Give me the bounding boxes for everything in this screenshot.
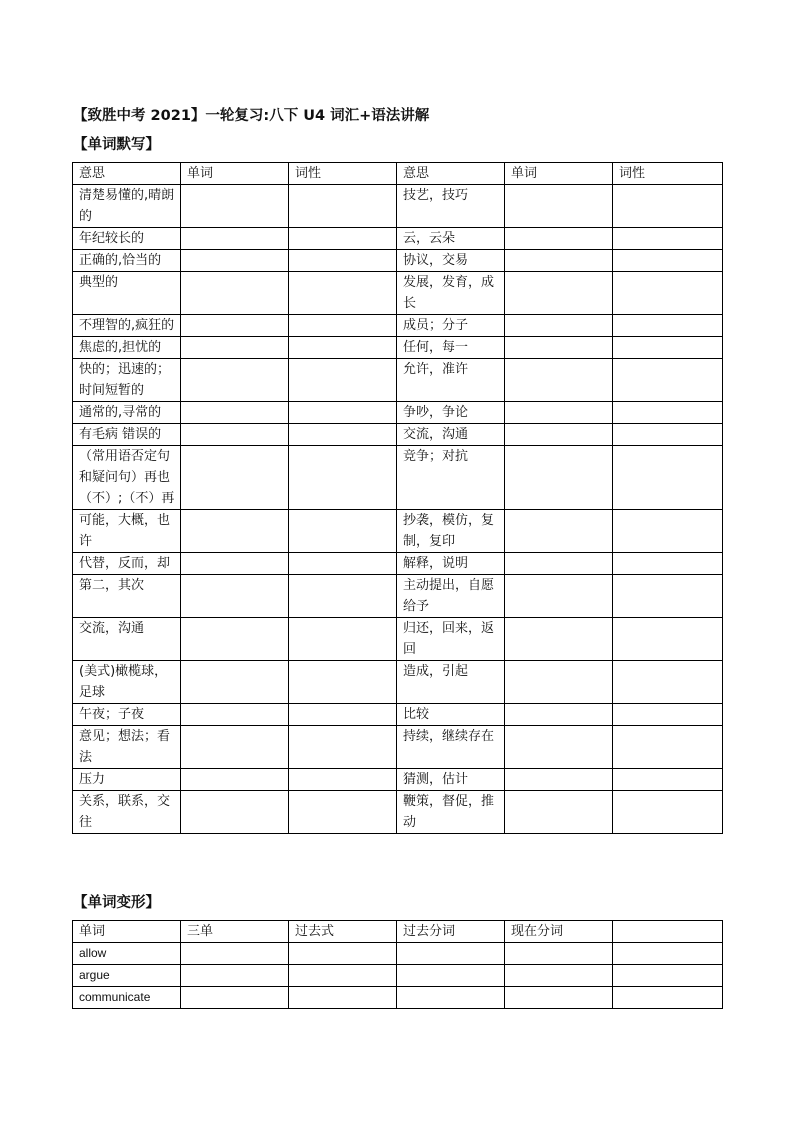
column-header: 意思 [73, 163, 181, 185]
answer-cell[interactable] [181, 250, 289, 272]
meaning-cell: 技艺，技巧 [397, 185, 505, 228]
meaning-cell: 协议，交易 [397, 250, 505, 272]
answer-cell[interactable] [397, 987, 505, 1009]
table-row [73, 661, 723, 704]
table-row [73, 618, 723, 661]
table-row [73, 726, 723, 769]
answer-cell[interactable] [613, 510, 723, 553]
table-row [73, 359, 723, 402]
table-row [73, 553, 723, 575]
meaning-cell: 允许，准许 [397, 359, 505, 402]
meaning-cell: 清楚易懂的,晴朗的 [73, 185, 181, 228]
answer-cell[interactable] [289, 402, 397, 424]
meaning-cell: 压力 [73, 769, 181, 791]
answer-cell[interactable] [505, 272, 613, 315]
meaning-cell: 关系，联系，交往 [73, 791, 181, 834]
answer-cell[interactable] [505, 250, 613, 272]
answer-cell[interactable] [613, 315, 723, 337]
answer-cell[interactable] [505, 446, 613, 510]
answer-cell[interactable] [613, 424, 723, 446]
answer-cell[interactable] [181, 553, 289, 575]
meaning-cell: 归还，回来，返回 [397, 618, 505, 661]
answer-cell[interactable] [289, 185, 397, 228]
meaning-cell: 成员；分子 [397, 315, 505, 337]
answer-cell[interactable] [613, 359, 723, 402]
table-row [73, 272, 723, 315]
meaning-cell: 意见；想法；看法 [73, 726, 181, 769]
answer-cell[interactable] [289, 228, 397, 250]
answer-cell[interactable] [181, 943, 289, 965]
table-row [73, 704, 723, 726]
answer-cell[interactable] [289, 575, 397, 618]
answer-cell[interactable] [505, 359, 613, 402]
table-row [73, 337, 723, 359]
table-row [73, 402, 723, 424]
answer-cell[interactable] [289, 315, 397, 337]
meaning-cell: 焦虑的,担忧的 [73, 337, 181, 359]
answer-cell[interactable] [289, 791, 397, 834]
answer-cell[interactable] [613, 337, 723, 359]
answer-cell[interactable] [505, 704, 613, 726]
answer-cell[interactable] [505, 769, 613, 791]
answer-cell[interactable] [289, 965, 397, 987]
answer-cell[interactable] [505, 510, 613, 553]
answer-cell[interactable] [505, 228, 613, 250]
answer-cell[interactable] [289, 510, 397, 553]
answer-cell[interactable] [613, 791, 723, 834]
base-word-cell: argue [73, 965, 181, 987]
answer-cell[interactable] [181, 337, 289, 359]
answer-cell[interactable] [505, 943, 613, 965]
column-header: 单词 [505, 163, 613, 185]
word-forms-table [72, 920, 723, 1009]
answer-cell[interactable] [505, 791, 613, 834]
answer-cell[interactable] [613, 402, 723, 424]
column-header: 过去式 [289, 921, 397, 943]
meaning-cell: 午夜；子夜 [73, 704, 181, 726]
answer-cell[interactable] [289, 726, 397, 769]
table-header-row [73, 163, 723, 185]
meaning-cell: 任何，每一 [397, 337, 505, 359]
answer-cell[interactable] [505, 402, 613, 424]
answer-cell[interactable] [613, 250, 723, 272]
meaning-cell: 典型的 [73, 272, 181, 315]
answer-cell[interactable] [181, 965, 289, 987]
meaning-cell: 造成，引起 [397, 661, 505, 704]
column-header: 三单 [181, 921, 289, 943]
answer-cell[interactable] [181, 661, 289, 704]
answer-cell[interactable] [181, 618, 289, 661]
table-row [73, 769, 723, 791]
answer-cell[interactable] [613, 661, 723, 704]
meaning-cell: 持续，继续存在 [397, 726, 505, 769]
answer-cell[interactable] [505, 575, 613, 618]
meaning-cell: 交流，沟通 [397, 424, 505, 446]
meaning-cell: 交流，沟通 [73, 618, 181, 661]
answer-cell[interactable] [289, 618, 397, 661]
column-header: 过去分词 [397, 921, 505, 943]
answer-cell[interactable] [181, 704, 289, 726]
answer-cell[interactable] [397, 965, 505, 987]
answer-cell[interactable] [181, 446, 289, 510]
table-row [73, 315, 723, 337]
answer-cell[interactable] [289, 661, 397, 704]
answer-cell[interactable] [289, 769, 397, 791]
answer-cell[interactable] [289, 359, 397, 402]
answer-cell[interactable] [181, 402, 289, 424]
table-row [73, 575, 723, 618]
section-heading-dictation: 【单词默写】 [73, 137, 160, 153]
vocab-dictation-table [72, 162, 723, 834]
column-header: 词性 [289, 163, 397, 185]
answer-cell[interactable] [505, 424, 613, 446]
meaning-cell: 通常的,寻常的 [73, 402, 181, 424]
answer-cell[interactable] [289, 337, 397, 359]
meaning-cell: 抄袭，模仿，复制，复印 [397, 510, 505, 553]
answer-cell[interactable] [289, 943, 397, 965]
table-row [73, 510, 723, 553]
answer-cell[interactable] [289, 987, 397, 1009]
answer-cell[interactable] [613, 987, 723, 1009]
answer-cell[interactable] [181, 726, 289, 769]
answer-cell[interactable] [505, 726, 613, 769]
answer-cell[interactable] [613, 228, 723, 250]
answer-cell[interactable] [505, 553, 613, 575]
answer-cell[interactable] [505, 661, 613, 704]
column-header: 词性 [613, 163, 723, 185]
meaning-cell: 猜测，估计 [397, 769, 505, 791]
answer-cell[interactable] [289, 424, 397, 446]
answer-cell[interactable] [505, 315, 613, 337]
answer-cell[interactable] [613, 704, 723, 726]
meaning-cell: 第二，其次 [73, 575, 181, 618]
meaning-cell: 竞争；对抗 [397, 446, 505, 510]
answer-cell[interactable] [181, 791, 289, 834]
answer-cell[interactable] [289, 704, 397, 726]
column-header: 意思 [397, 163, 505, 185]
answer-cell[interactable] [181, 185, 289, 228]
answer-cell[interactable] [613, 943, 723, 965]
meaning-cell: 代替，反而，却 [73, 553, 181, 575]
meaning-cell: 主动提出，自愿给予 [397, 575, 505, 618]
answer-cell[interactable] [181, 272, 289, 315]
column-header [613, 921, 723, 943]
table-row [73, 228, 723, 250]
meaning-cell: 解释，说明 [397, 553, 505, 575]
column-header: 单词 [73, 921, 181, 943]
table-row [73, 791, 723, 834]
base-word-cell: allow [73, 943, 181, 965]
table-row [73, 185, 723, 228]
answer-cell[interactable] [289, 272, 397, 315]
table-row [73, 424, 723, 446]
meaning-cell: 可能，大概，也许 [73, 510, 181, 553]
answer-cell[interactable] [613, 446, 723, 510]
page-title: 【致胜中考 2021】一轮复习:八下 U4 词汇+语法讲解 [73, 108, 430, 124]
answer-cell[interactable] [505, 618, 613, 661]
meaning-cell: 比较 [397, 704, 505, 726]
meaning-cell: 有毛病 错误的 [73, 424, 181, 446]
meaning-cell: (美式)橄榄球，足球 [73, 661, 181, 704]
table-row [73, 943, 723, 965]
answer-cell[interactable] [613, 965, 723, 987]
meaning-cell: 云，云朵 [397, 228, 505, 250]
answer-cell[interactable] [397, 943, 505, 965]
answer-cell[interactable] [181, 769, 289, 791]
meaning-cell: 快的；迅速的；时间短暂的 [73, 359, 181, 402]
answer-cell[interactable] [505, 337, 613, 359]
table-row [73, 250, 723, 272]
table-row [73, 446, 723, 510]
answer-cell[interactable] [505, 987, 613, 1009]
answer-cell[interactable] [613, 769, 723, 791]
section-heading-word-forms: 【单词变形】 [73, 895, 160, 911]
answer-cell[interactable] [289, 446, 397, 510]
answer-cell[interactable] [181, 575, 289, 618]
answer-cell[interactable] [613, 575, 723, 618]
answer-cell[interactable] [181, 424, 289, 446]
answer-cell[interactable] [613, 618, 723, 661]
answer-cell[interactable] [613, 185, 723, 228]
answer-cell[interactable] [181, 228, 289, 250]
answer-cell[interactable] [505, 185, 613, 228]
table-row [73, 987, 723, 1009]
answer-cell[interactable] [181, 359, 289, 402]
meaning-cell: 争吵，争论 [397, 402, 505, 424]
answer-cell[interactable] [613, 272, 723, 315]
meaning-cell: 年纪较长的 [73, 228, 181, 250]
meaning-cell: 鞭策，督促，推动 [397, 791, 505, 834]
answer-cell[interactable] [181, 987, 289, 1009]
answer-cell[interactable] [505, 965, 613, 987]
meaning-cell: 正确的,恰当的 [73, 250, 181, 272]
table-row [73, 965, 723, 987]
table-header-row [73, 921, 723, 943]
column-header: 现在分词 [505, 921, 613, 943]
answer-cell[interactable] [289, 553, 397, 575]
answer-cell[interactable] [181, 510, 289, 553]
answer-cell[interactable] [613, 553, 723, 575]
column-header: 单词 [181, 163, 289, 185]
base-word-cell: communicate [73, 987, 181, 1009]
answer-cell[interactable] [613, 726, 723, 769]
meaning-cell: 发展，发育，成长 [397, 272, 505, 315]
answer-cell[interactable] [181, 315, 289, 337]
meaning-cell: 不理智的,疯狂的 [73, 315, 181, 337]
answer-cell[interactable] [289, 250, 397, 272]
meaning-cell: （常用语否定句和疑问句）再也（不）;（不）再 [73, 446, 181, 510]
